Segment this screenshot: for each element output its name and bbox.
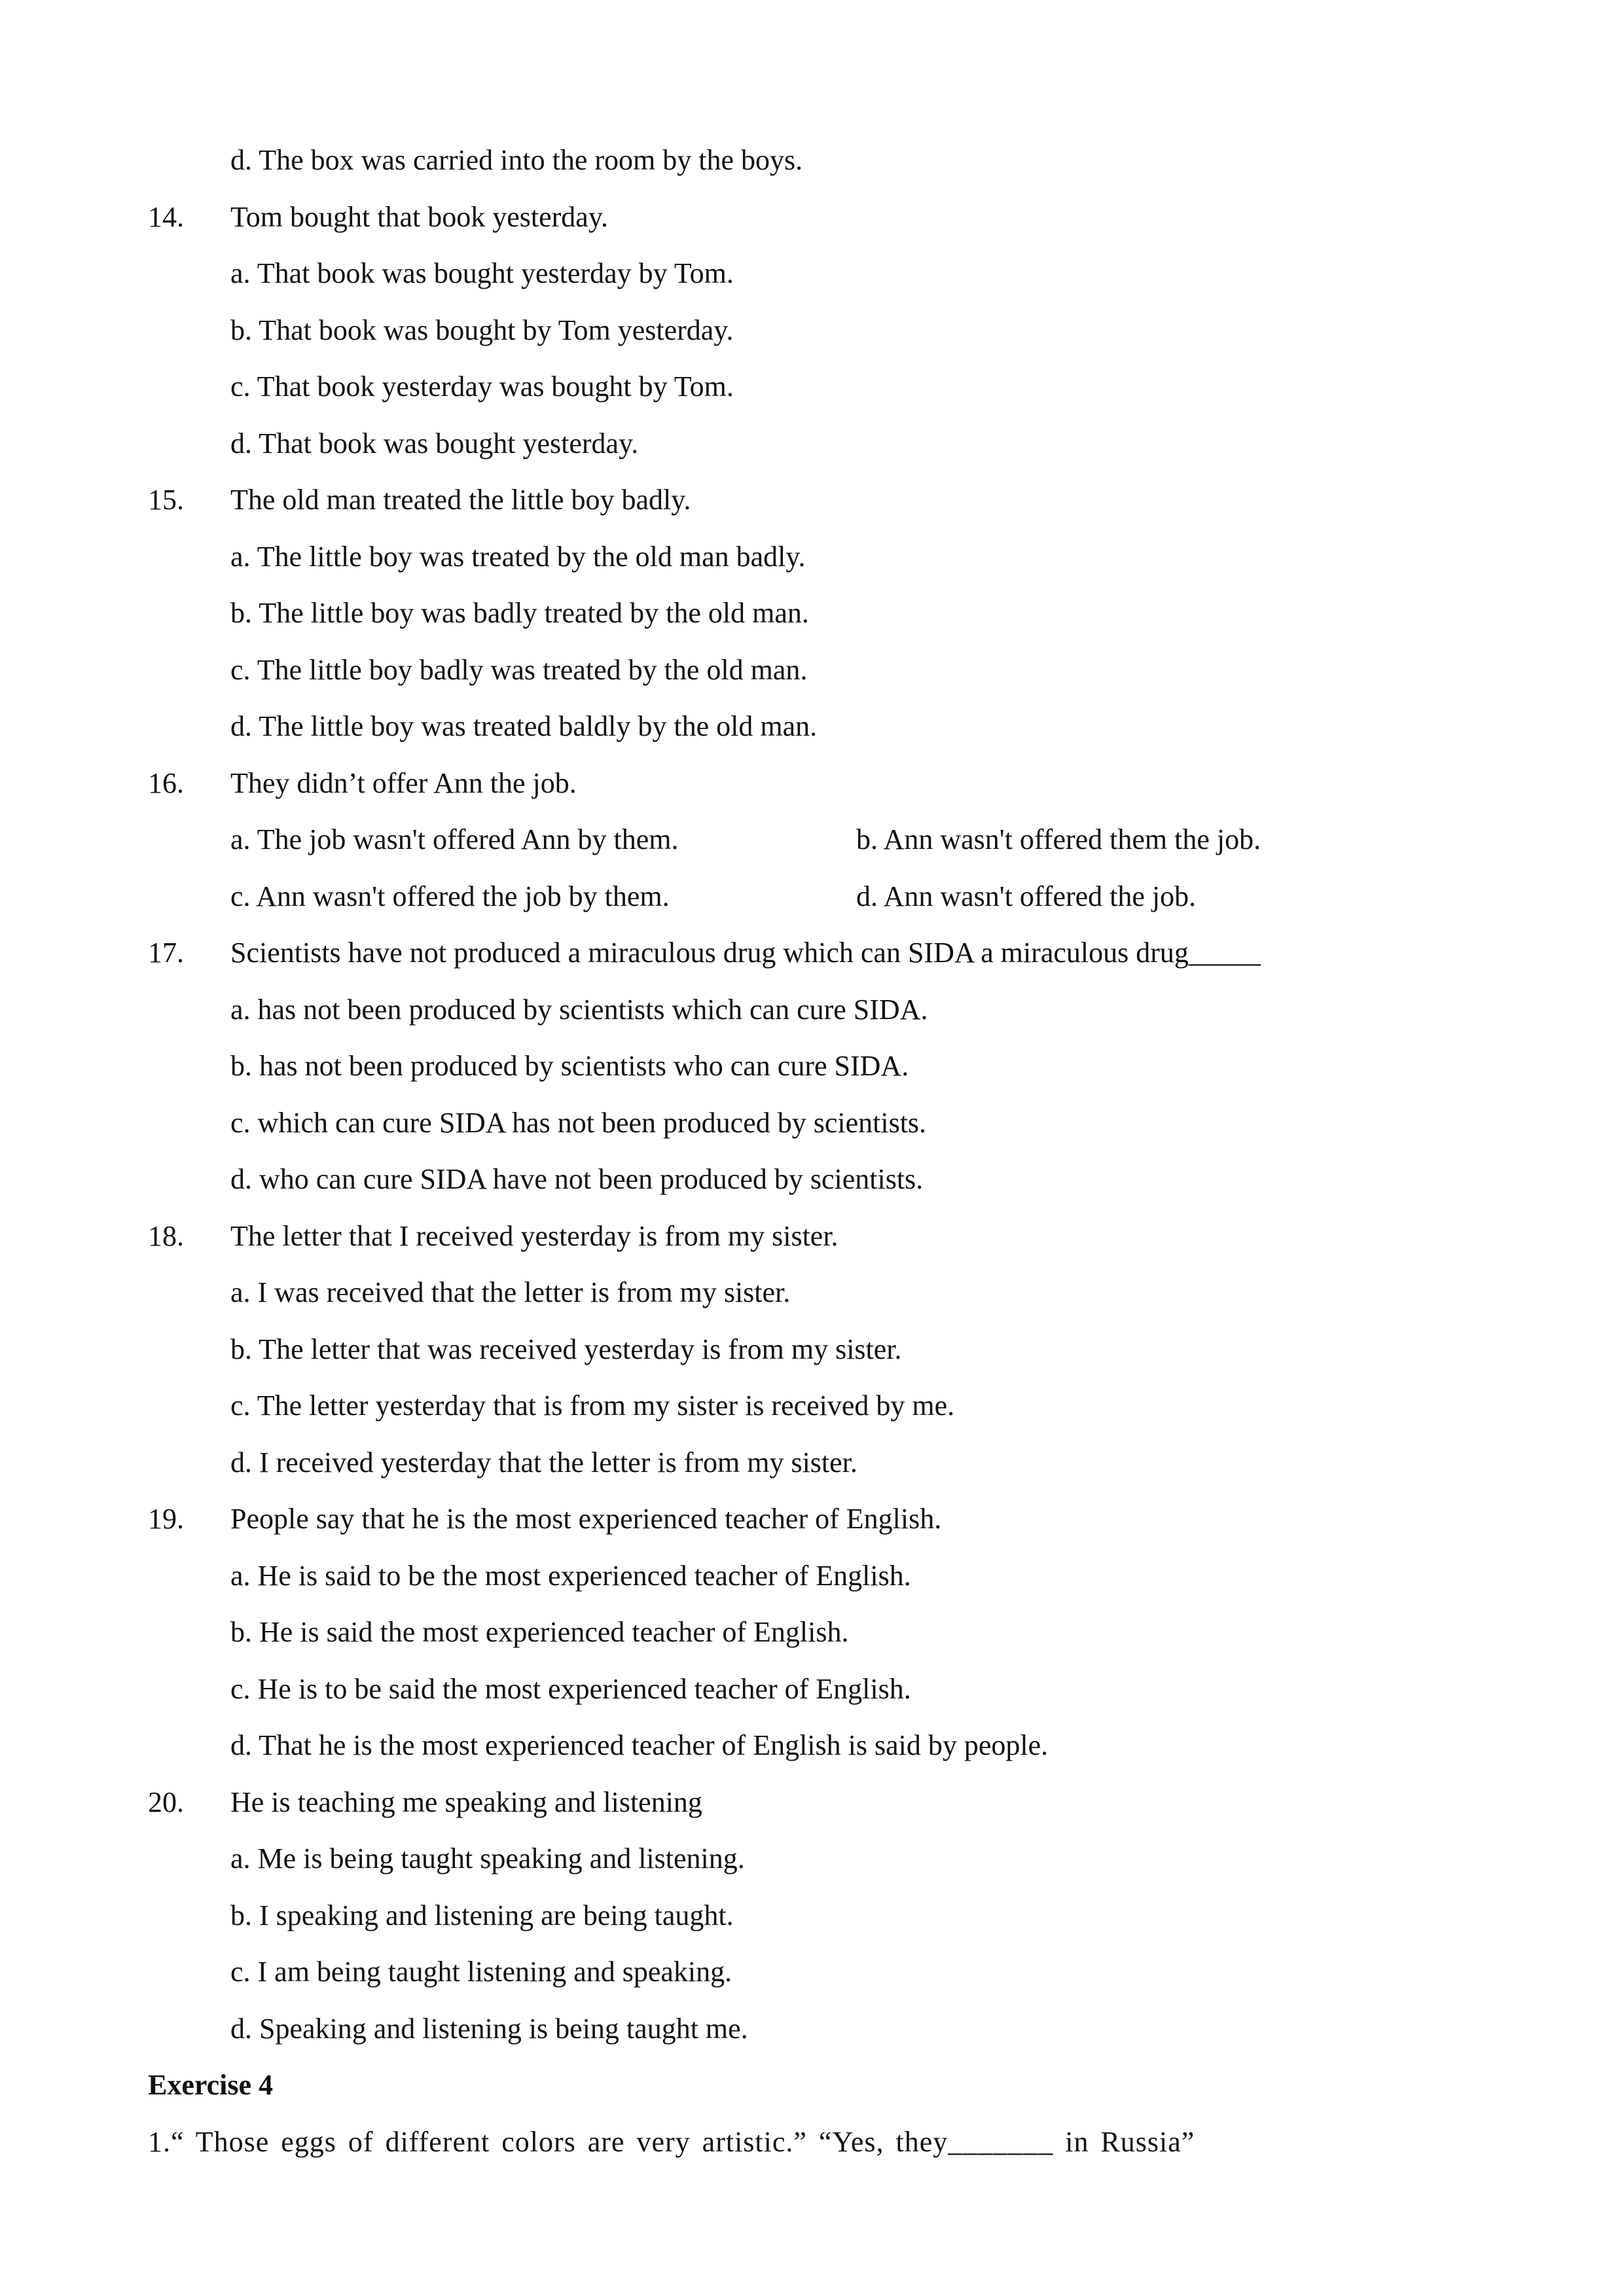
- q16-option-d: d. Ann wasn't offered the job.: [856, 880, 1197, 912]
- q20-stem-line: [0, 1776, 1624, 1829]
- q14-number: 14.: [148, 201, 184, 233]
- q18-stem: The letter that I received yesterday is from my sister.: [230, 1220, 839, 1252]
- q17-stem: Scientists have not produced a miraculous drug which can SIDA a miraculous drug_____: [230, 937, 1261, 969]
- q15-stem: The old man treated the little boy badly.: [230, 484, 691, 516]
- q15-option-b: b. The little boy was badly treated by the old man.: [230, 597, 809, 629]
- q17-option-d: d. who can cure SIDA have not been produced by scientists.: [230, 1163, 924, 1195]
- q17-stem-line: [0, 927, 1624, 979]
- q18-option-d: d. I received yesterday that the letter is from my sister.: [230, 1446, 857, 1479]
- q14-option-a: a. That book was bought yesterday by Tom.: [230, 257, 734, 289]
- q17-option-b: b. has not been produced by scientists who can cure SIDA.: [230, 1050, 909, 1082]
- q20-option-d: d. Speaking and listening is being taught me.: [230, 2013, 748, 2045]
- q13-option-d-line: [0, 134, 1624, 187]
- q14-stem-line: [0, 191, 1624, 243]
- q19-option-b: b. He is said the most experienced teacher of English.: [230, 1616, 849, 1648]
- q17-option-c: c. which can cure SIDA has not been produced by scientists.: [230, 1107, 927, 1139]
- q20-option-c: c. I am being taught listening and speaking.: [230, 1956, 732, 1988]
- q19-option-c: c. He is to be said the most experienced teacher of English.: [230, 1673, 911, 1705]
- q20-option-b: b. I speaking and listening are being taught.: [230, 1899, 734, 1931]
- q16-stem-line: [0, 757, 1624, 810]
- q13-option-d: d. The box was carried into the room by the boys.: [230, 144, 803, 176]
- q15-option-d: d. The little boy was treated baldly by the old man.: [230, 710, 818, 742]
- q15-stem-line: [0, 474, 1624, 526]
- q19-stem-line: [0, 1493, 1624, 1545]
- q18-stem-line: [0, 1210, 1624, 1263]
- q14-stem: Tom bought that book yesterday.: [230, 201, 608, 233]
- q19-stem: People say that he is the most experienced teacher of English.: [230, 1503, 942, 1535]
- q20-option-a: a. Me is being taught speaking and listening.: [230, 1842, 745, 1874]
- q14-option-b: b. That book was bought by Tom yesterday.: [230, 314, 734, 346]
- q20-stem: He is teaching me speaking and listening: [230, 1786, 702, 1818]
- q16-number: 16.: [148, 767, 184, 799]
- q16-option-b: b. Ann wasn't offered them the job.: [856, 823, 1261, 855]
- q16-stem: They didn’t offer Ann the job.: [230, 767, 577, 799]
- q19-option-d: d. That he is the most experienced teacher of English is said by people.: [230, 1729, 1049, 1761]
- q19-number: 19.: [148, 1503, 184, 1535]
- exercise-4-heading: Exercise 4: [148, 2069, 274, 2101]
- q18-number: 18.: [148, 1220, 184, 1252]
- exercise-4-question-1: 1.“ Those eggs of different colors are very artistic.” “Yes, they_______ in Russia”: [148, 2126, 1195, 2158]
- q16-option-a: a. The job wasn't offered Ann by them.: [230, 823, 679, 855]
- q18-option-a: a. I was received that the letter is from my sister.: [230, 1276, 791, 1308]
- q18-option-c: c. The letter yesterday that is from my sister is received by me.: [230, 1390, 955, 1422]
- q17-number: 17.: [148, 937, 184, 969]
- q18-option-b: b. The letter that was received yesterday is from my sister.: [230, 1333, 902, 1365]
- q20-number: 20.: [148, 1786, 184, 1818]
- q17-option-a: a. has not been produced by scientists which can cure SIDA.: [230, 994, 928, 1026]
- q15-number: 15.: [148, 484, 184, 516]
- q15-option-a: a. The little boy was treated by the old man badly.: [230, 541, 806, 573]
- q19-option-a: a. He is said to be the most experienced teacher of English.: [230, 1560, 911, 1592]
- q14-option-c: c. That book yesterday was bought by Tom.: [230, 370, 734, 403]
- q16-option-c: c. Ann wasn't offered the job by them.: [230, 880, 670, 912]
- q15-option-c: c. The little boy badly was treated by the old man.: [230, 654, 808, 686]
- q14-option-d: d. That book was bought yesterday.: [230, 427, 639, 459]
